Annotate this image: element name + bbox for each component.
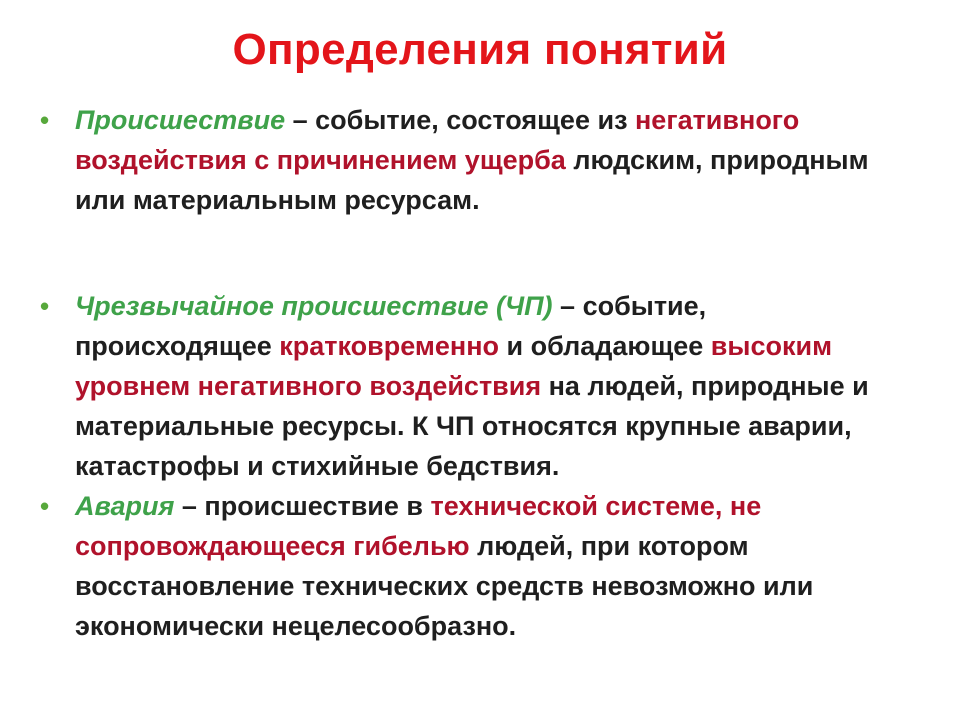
term-dash: – (285, 105, 316, 135)
bullet-icon: • (40, 105, 50, 135)
definition-text: событие, состоящее из (315, 105, 635, 135)
bullet-icon: • (40, 291, 50, 321)
definition-text: событие, происходящее (75, 291, 707, 361)
definition-highlight: негативного воздействия с причинением ущерба (75, 105, 800, 175)
term-emergency: Чрезвычайное происшествие (ЧП) (75, 291, 553, 321)
definition-highlight: кратковременно (279, 331, 499, 361)
term-accident: Авария (75, 491, 175, 521)
term-dash: – (552, 291, 583, 321)
definition-text: на людей, природные и материальные ресурсы. К ЧП относятся крупные аварии, катастрофы и стихийные бедствия. (75, 371, 869, 481)
definition-text: людским, природным или материальным ресурсам. (75, 145, 869, 215)
bullet-icon: • (40, 491, 50, 521)
definition-item-incident (40, 100, 900, 220)
definition-text: людей, при котором восстановление технических средств невозможно или экономически нецелесообразно. (75, 531, 814, 641)
definition-item-accident (40, 486, 900, 646)
slide-title: Определения понятий (232, 25, 728, 74)
term-dash: – (174, 491, 205, 521)
definition-highlight: высоким уровнем негативного воздействия (75, 331, 833, 401)
definition-highlight: технической системе, не сопровождающееся гибелью (75, 491, 762, 561)
definition-list (40, 100, 900, 646)
definition-text: и обладающее (499, 331, 711, 361)
definition-text: происшествие в (204, 491, 431, 521)
term-incident: Происшествие (75, 105, 286, 135)
definition-item-emergency (40, 286, 900, 486)
